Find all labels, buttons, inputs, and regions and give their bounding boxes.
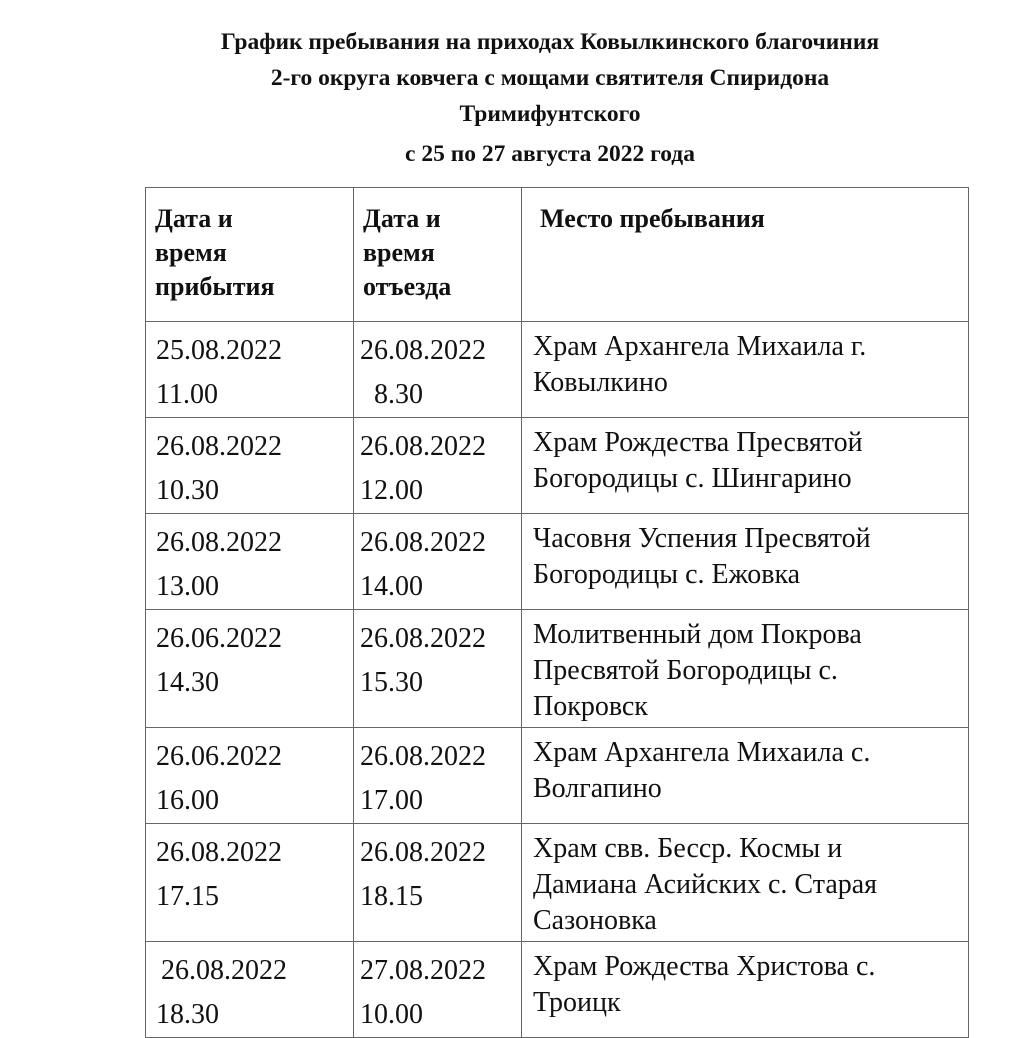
arrival-cell: 26.08.2022 17.15 xyxy=(146,824,354,942)
place-cell: Часовня Успения Пресвятой Богородицы с. Ежовка xyxy=(522,514,969,610)
table-header-row xyxy=(146,188,969,322)
arrival-cell: 26.08.2022 18.30 xyxy=(146,942,354,1038)
departure-cell: 26.08.2022 18.15 xyxy=(354,824,522,942)
place-cell: Храм Архангела Михаила с. Волгапино xyxy=(522,728,969,824)
place-cell: Молитвенный дом Покрова Пресвятой Богородицы с. Покровск xyxy=(522,610,969,728)
arrival-cell: 26.06.2022 16.00 xyxy=(146,728,354,824)
table-row xyxy=(146,942,969,1038)
date-range: с 25 по 27 августа 2022 года xyxy=(405,141,695,167)
document-title xyxy=(0,24,1024,132)
header-departure: Дата и время отъезда xyxy=(354,188,522,322)
arrival-cell: 25.08.2022 11.00 xyxy=(146,322,354,418)
arrival-cell: 26.06.2022 14.30 xyxy=(146,610,354,728)
table-row xyxy=(146,514,969,610)
departure-cell: 26.08.2022 17.00 xyxy=(354,728,522,824)
departure-cell: 26.08.2022 12.00 xyxy=(354,418,522,514)
table-row xyxy=(146,610,969,728)
place-cell: Храм Рождества Пресвятой Богородицы с. Шингарино xyxy=(522,418,969,514)
title-line: График пребывания на приходах Ковылкинского благочиния xyxy=(220,29,880,55)
table-row xyxy=(146,728,969,824)
table-row xyxy=(146,322,969,418)
header-place: Место пребывания xyxy=(522,188,969,322)
departure-cell: 27.08.2022 10.00 xyxy=(354,942,522,1038)
title-line: 2-го округа ковчега с мощами святителя Спиридона xyxy=(270,65,830,91)
table-row xyxy=(146,824,969,942)
place-cell: Храм Архангела Михаила г. Ковылкино xyxy=(522,322,969,418)
departure-cell: 26.08.2022 14.00 xyxy=(354,514,522,610)
schedule-table xyxy=(145,187,969,1038)
title-line: Тримифунтского xyxy=(459,101,641,127)
arrival-cell: 26.08.2022 10.30 xyxy=(146,418,354,514)
header-arrival: Дата и время прибытия xyxy=(146,188,354,322)
departure-cell: 26.08.2022 8.30 xyxy=(354,322,522,418)
table-row xyxy=(146,418,969,514)
departure-cell: 26.08.2022 15.30 xyxy=(354,610,522,728)
arrival-cell: 26.08.2022 13.00 xyxy=(146,514,354,610)
place-cell: Храм свв. Бесср. Космы и Дамиана Асийских с. Старая Сазоновка xyxy=(522,824,969,942)
place-cell: Храм Рождества Христова с. Троицк xyxy=(522,942,969,1038)
